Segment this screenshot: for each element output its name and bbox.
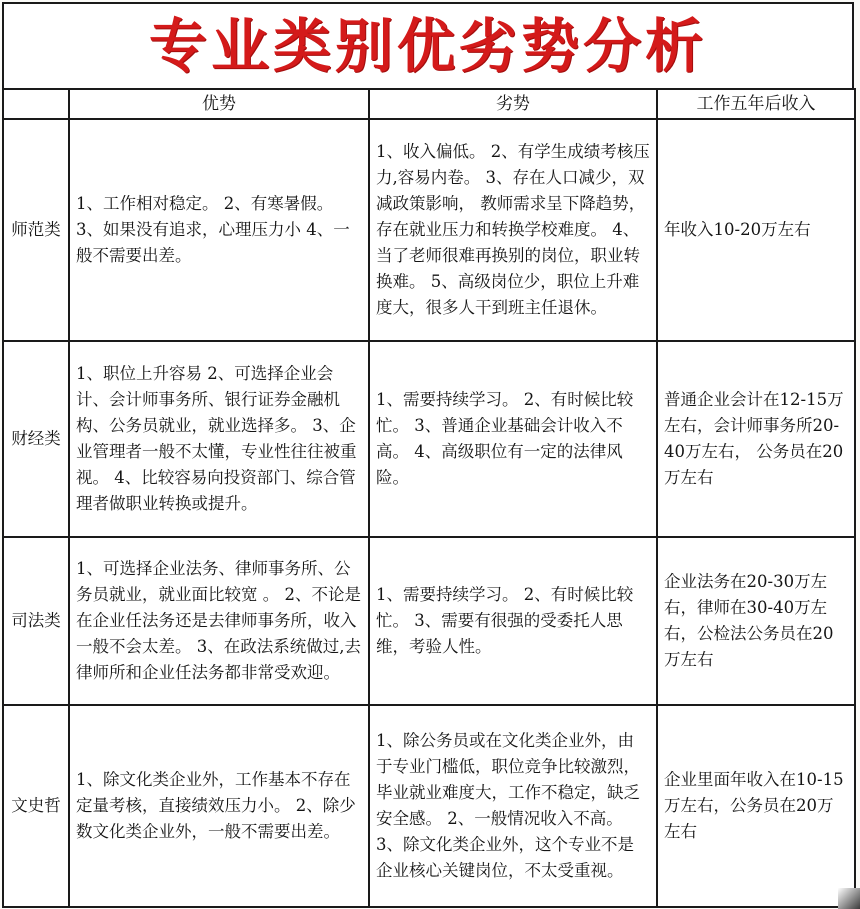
table-row <box>3 341 855 537</box>
table-row <box>3 119 855 341</box>
table-row <box>3 537 855 705</box>
table-row <box>3 705 855 907</box>
disadvantages-cell: 1、需要持续学习。 2、有时候比较忙。 3、普通企业基础会计收入不高。 4、高级职位有一定的法律风险。 <box>369 341 657 537</box>
advantages-cell: 1、除文化类企业外，工作基本不存在定量考核，直接绩效压力小。 2、除少数文化类企业外，一般不需要出差。 <box>69 705 369 907</box>
disadvantages-cell: 1、除公务员或在文化类企业外，由于专业门槛低，职位竞争比较激烈，毕业就业难度大，工作不稳定，缺乏安全感。 2、一般情况收入不高。 3、除文化类企业外，这个专业不是企业核心关键岗位，不太受重视。 <box>369 705 657 907</box>
advantages-cell: 1、工作相对稳定。 2、有寒暑假。 3、如果没有追求，心理压力小 4、一般不需要出差。 <box>69 119 369 341</box>
header-disadvantages: 劣势 <box>369 89 657 119</box>
advantages-cell: 1、可选择企业法务、律师事务所、公务员就业，就业面比较宽 。 2、不论是在企业任法务还是去律师事务所，收入一般不会太差。 3、在政法系统做过,去律师所和企业任法务都非常受欢迎。 <box>69 537 369 705</box>
header-advantages: 优势 <box>69 89 369 119</box>
advantages-cell: 1、职位上升容易 2、可选择企业会计、会计师事务所、银行证券金融机构、公务员就业，就业选择多。 3、企业管理者一般不太懂，专业性往往被重视。 4、比较容易向投资部门、综合管理者做职业转换或提升。 <box>69 341 369 537</box>
page-title: 专业类别优劣势分析 <box>148 12 707 80</box>
income-cell: 年收入10-20万左右 <box>657 119 855 341</box>
income-cell: 普通企业会计在12-15万左右，会计师事务所20-40万左右， 公务员在20万左右 <box>657 341 855 537</box>
analysis-table <box>2 88 856 908</box>
header-row <box>3 89 855 119</box>
income-cell: 企业里面年收入在10-15万左右，公务员在20万左右 <box>657 705 855 907</box>
category-cell: 师范类 <box>3 119 69 341</box>
header-category <box>3 89 69 119</box>
category-cell: 司法类 <box>3 537 69 705</box>
disadvantages-cell: 1、收入偏低。 2、有学生成绩考核压力,容易内卷。 3、存在人口减少，双减政策影响， 教师需求呈下降趋势，存在就业压力和转换学校难度。 4、当了老师很难再换别的岗位，职业转换难。 5、高级岗位少，职位上升难度大，很多人干到班主任退休。 <box>369 119 657 341</box>
disadvantages-cell: 1、需要持续学习。 2、有时候比较忙。 3、需要有很强的受委托人思维，考验人性。 <box>369 537 657 705</box>
category-cell: 财经类 <box>3 341 69 537</box>
corner-shadow <box>838 888 860 909</box>
income-cell: 企业法务在20-30万左右，律师在30-40万左右，公检法公务员在20万左右 <box>657 537 855 705</box>
header-income: 工作五年后收入 <box>657 89 855 119</box>
category-cell: 文史哲 <box>3 705 69 907</box>
title-banner <box>2 2 854 90</box>
